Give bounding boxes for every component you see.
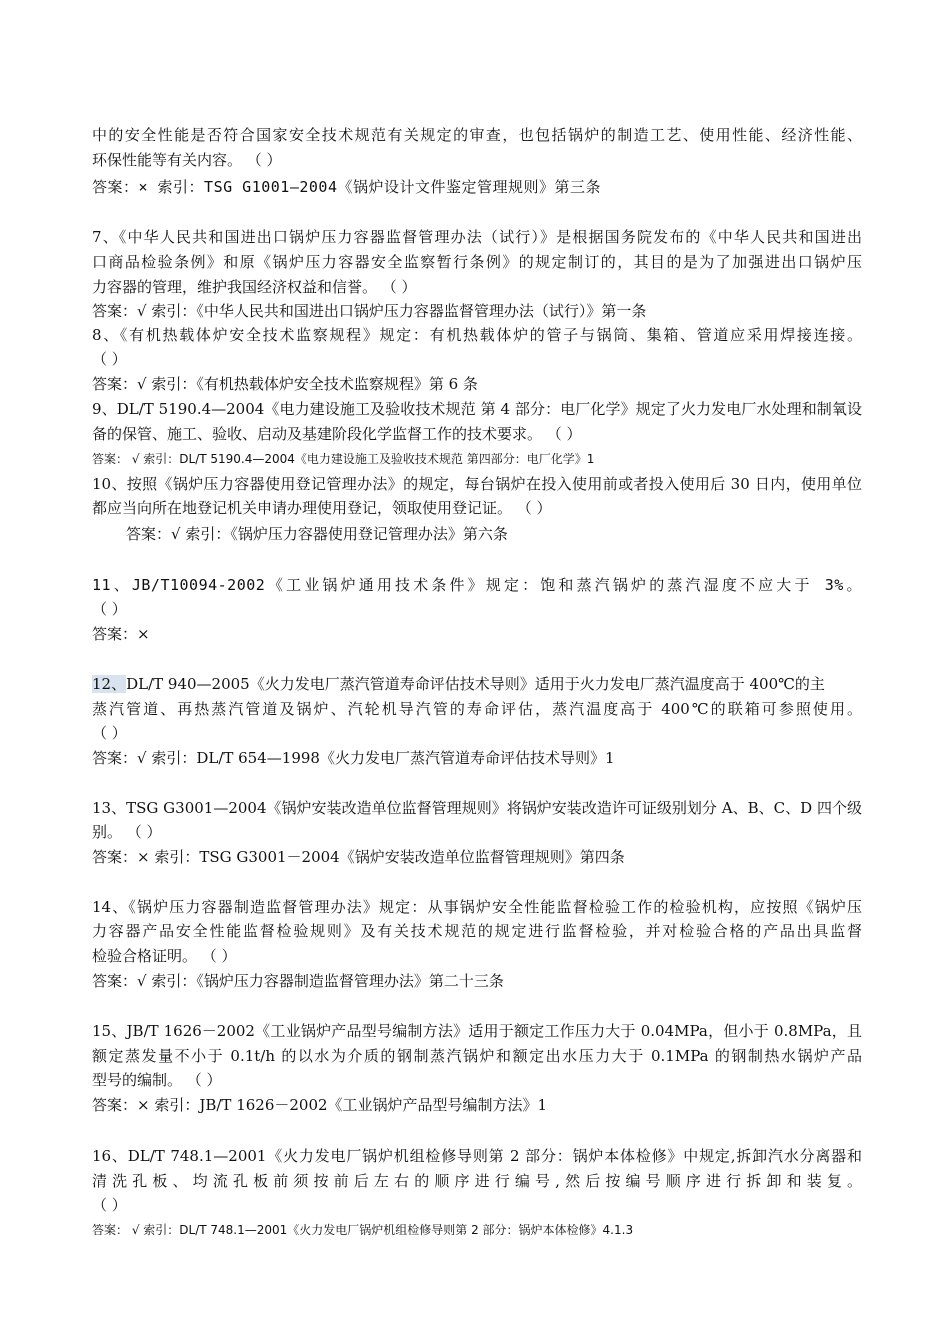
text-line: （ ） [92, 724, 127, 742]
text-line: 检验合格证明。 （ ） [92, 947, 237, 965]
answer-line: 答案：√ 索引：DL/T 654—1998《火力发电厂蒸汽管道寿命评估技术导则》1 [92, 749, 615, 767]
answer-line: 答案：× [92, 625, 150, 643]
answer-line: 答案：× 索引：TSG G1001—2004《锅炉设计文件鉴定管理规则》第三条 [92, 178, 601, 196]
answer-line: 答案：√ 索引：《中华人民共和国进出口锅炉压力容器监督管理办法（试行）》第一条 [92, 302, 647, 320]
text-line: （ ） [92, 1196, 127, 1214]
text-line: 16、DL/T 748.1—2001《火力发电厂锅炉机组检修导则第 2 部分：锅炉本体检修》中规定,拆卸汽水分离器和 [92, 1147, 862, 1165]
answer-line: 答案： √ 索引：DL/T 748.1—2001《火力发电厂锅炉机组检修导则第 2 部分：锅炉本体检修》4.1.3 [92, 1223, 634, 1237]
text-line: 15、JB/T 1626－2002《工业锅炉产品型号编制方法》适用于额定工作压力大于 0.04MPa，但小于 0.8MPa，且 [92, 1022, 862, 1040]
text-line: 口商品检验条例》和原《锅炉压力容器安全监察暂行条例》的规定制订的，其目的是为了加强进出口锅炉压 [92, 253, 862, 271]
answer-line: 答案：√ 索引：《锅炉压力容器制造监督管理办法》第二十三条 [92, 972, 504, 990]
text-line: 力容器产品安全性能监督检验规则》及有关技术规范的规定进行监督检验，并对检验合格的产品出具监督 [92, 922, 862, 940]
highlighted-number: 12、 [92, 675, 127, 693]
text-line: 都应当向所在地登记机关申请办理使用登记，领取使用登记证。 （ ） [92, 499, 552, 517]
answer-line: 答案：√ 索引：《锅炉压力容器使用登记管理办法》第六条 [126, 525, 508, 543]
answer-line: 答案：× 索引：TSG G3001－2004《锅炉安装改造单位监督管理规则》第四条 [92, 848, 625, 866]
answer-line: 答案：√ 索引：《有机热载体炉安全技术监察规程》第 6 条 [92, 375, 478, 393]
text-line: 13、TSG G3001—2004《锅炉安装改造单位监督管理规则》将锅炉安装改造许可证级别划分 A、B、C、D 四个级 [92, 799, 862, 817]
text-line: 7、《中华人民共和国进出口锅炉压力容器监督管理办法（试行）》是根据国务院发布的《中华人民共和国进出 [92, 228, 862, 246]
text-line: 型号的编制。 （ ） [92, 1071, 222, 1089]
text-line: 11、JB/T10094-2002《工业锅炉通用技术条件》规定：饱和蒸汽锅炉的蒸汽湿度不应大于 3%。 [92, 576, 862, 594]
text-line: 9、DL/T 5190.4—2004《电力建设施工及验收技术规范 第 4 部分：电厂化学》规定了火力发电厂水处理和制氧设 [92, 400, 862, 418]
text-line: 8、《有机热载体炉安全技术监察规程》规定：有机热载体炉的管子与锅筒、集箱、管道应采用焊接连接。 [92, 326, 862, 344]
text-line: 蒸汽管道、再热蒸汽管道及锅炉、汽轮机导汽管的寿命评估，蒸汽温度高于 400℃的联箱可参照使用。 [92, 700, 862, 718]
answer-line: 答案：× 索引：JB/T 1626－2002《工业锅炉产品型号编制方法》1 [92, 1096, 548, 1114]
text-line: 清洗孔板、均流孔板前须按前后左右的顺序进行编号,然后按编号顺序进行拆卸和装复。 [92, 1172, 862, 1190]
text-line: 力容器的管理，维护我国经济权益和信誉。 （ ） [92, 278, 417, 296]
text-line: 环保性能等有关内容。 （ ） [92, 151, 282, 169]
text-line: 额定蒸发量不小于 0.1t/h 的以水为介质的钢制蒸汽锅炉和额定出水压力大于 0.1MPa 的钢制热水锅炉产品 [92, 1047, 862, 1065]
text-line [92, 673, 872, 695]
text-line: 备的保管、施工、验收、启动及基建阶段化学监督工作的技术要求。 （ ） [92, 425, 582, 443]
answer-line: 答案： √ 索引：DL/T 5190.4—2004《电力建设施工及验收技术规范 第四部分：电厂化学》1 [92, 452, 595, 466]
text-segment: DL/T 940—2005《火力发电厂蒸汽管道寿命评估技术导则》适用于火力发电厂蒸汽温度高于 400℃的主 [126, 675, 825, 693]
text-line: 别。 （ ） [92, 823, 162, 841]
text-line: （ ） [92, 600, 127, 618]
text-line: 中的安全性能是否符合国家安全技术规范有关规定的审查，也包括锅炉的制造工艺、使用性能、经济性能、 [92, 126, 862, 144]
text-line: 14、《锅炉压力容器制造监督管理办法》规定：从事锅炉安全性能监督检验工作的检验机构，应按照《锅炉压 [92, 898, 862, 916]
text-line: 10、按照《锅炉压力容器使用登记管理办法》的规定，每台锅炉在投入使用前或者投入使用后 30 日内，使用单位 [92, 475, 862, 493]
text-line: （ ） [92, 350, 127, 368]
